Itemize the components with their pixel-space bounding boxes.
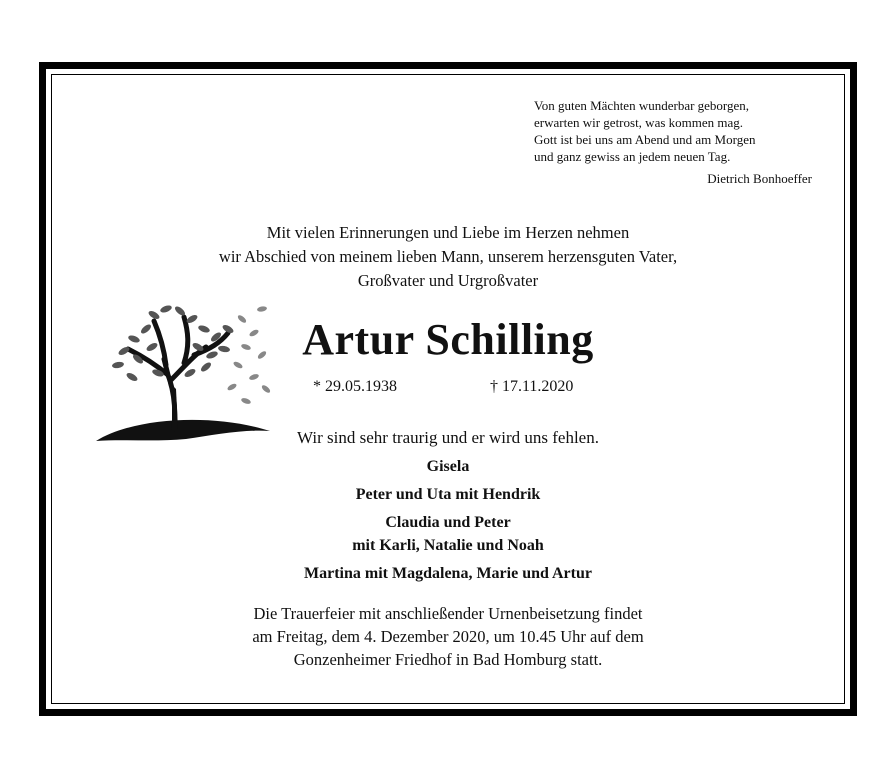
tree-icon [94,289,272,445]
family-list [46,455,850,590]
bonhoeffer-quote [534,97,834,187]
intro-line: Großvater und Urgroßvater [357,271,539,290]
service-line: Gonzenheimer Friedhof in Bad Homburg statt. [293,650,603,669]
intro-line: Mit vielen Erinnerungen und Liebe im Herzen nehmen [266,223,630,242]
quote-line: und ganz gewiss an jedem neuen Tag. [534,149,731,164]
intro-text [46,221,850,293]
death-date: † 17.11.2020 [490,378,574,395]
quote-line: Von guten Mächten wunderbar geborgen, [534,98,750,113]
quote-line: erwarten wir getrost, was kommen mag. [534,115,744,130]
birth-date: * 29.05.1938 [313,378,397,395]
family-line: Martina mit Magdalena, Marie und Artur [304,565,592,582]
notice-body [46,69,850,709]
family-line: Peter und Uta mit Hendrik [355,486,541,503]
family-group [46,562,850,585]
family-line: mit Karli, Natalie und Noah [352,537,544,554]
family-line: Gisela [426,458,470,475]
quote-author: Dietrich Bonhoeffer [707,171,812,186]
mourning-text: Wir sind sehr traurig und er wird uns fehlen. [297,428,599,447]
funeral-service-info [46,602,850,671]
family-group [46,511,850,557]
deceased-name: Artur Schilling [302,315,594,364]
service-line: Die Trauerfeier mit anschließender Urnenbeisetzung findet [253,604,643,623]
family-group [46,455,850,478]
intro-line: wir Abschied von meinem lieben Mann, unserem herzensguten Vater, [218,247,678,266]
notice-frame [39,62,857,716]
family-line: Claudia und Peter [385,514,511,531]
service-line: am Freitag, dem 4. Dezember 2020, um 10.45 Uhr auf dem [252,627,644,646]
family-group [46,483,850,506]
quote-line: Gott ist bei uns am Abend und am Morgen [534,132,756,147]
